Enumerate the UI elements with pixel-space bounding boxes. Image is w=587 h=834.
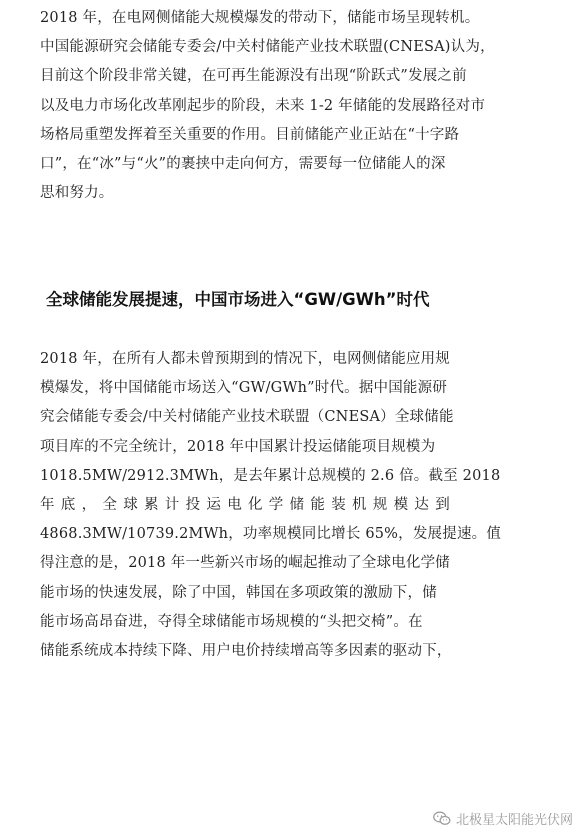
watermark xyxy=(433,809,573,828)
body-line: 1018.5MW/2912.3MWh，是去年累计总规模的 2.6 倍。截至 2018 xyxy=(40,467,501,484)
body-line: 2018 年，在所有人都未曾预期到的情况下，电网侧储能应用规 xyxy=(40,351,451,367)
body-line: 年底，全球累计投运电化学储能装机规模达到 xyxy=(40,497,456,514)
intro-line: 场格局重塑发挥着至关重要的作用。目前储能产业正站在“十字路 xyxy=(40,126,460,143)
body-line: 模爆发，将中国储能市场送入“GW/GWh”时代。据中国能源研 xyxy=(40,380,448,397)
intro-line: 以及电力市场化改革刚起步的阶段，未来 1-2 年储能的发展路径对市 xyxy=(40,97,486,114)
watermark-text: 北极星太阳能光伏网 xyxy=(455,813,573,828)
section-heading: 全球储能发展提速，中国市场进入“GW/GWh”时代 xyxy=(46,290,430,309)
body-paragraph xyxy=(40,345,548,666)
intro-line: 思和努力。 xyxy=(40,185,114,202)
intro-paragraph xyxy=(40,4,548,208)
body-line: 究会储能专委会/中关村储能产业技术联盟（CNESA）全球储能 xyxy=(40,409,454,426)
body-line: 项目库的不完全统计，2018 年中国累计投运储能项目规模为 xyxy=(40,438,436,455)
body-line: 4868.3MW/10739.2MWh，功率规模同比增长 65%，发展提速。值 xyxy=(40,526,502,543)
body-line: 能市场高昂奋进，夺得全球储能市场规模的“头把交椅”。在 xyxy=(40,613,423,630)
body-line: 得注意的是，2018 年一些新兴市场的崛起推动了全球电化学储 xyxy=(40,555,451,572)
wechat-icon xyxy=(433,811,451,826)
body-line: 储能系统成本持续下降、用户电价持续增高等多因素的驱动下， xyxy=(40,643,452,660)
intro-line: 中国能源研究会储能专委会/中关村储能产业技术联盟(CNESA)认为， xyxy=(40,39,495,56)
intro-line: 目前这个阶段非常关键，在可再生能源没有出现“阶跃式”发展之前 xyxy=(40,68,467,85)
intro-line: 2018 年，在电网侧储能大规模爆发的带动下，储能市场呈现转机。 xyxy=(40,10,480,26)
intro-line: 口”，在“冰”与“火”的裹挟中走向何方，需要每一位储能人的深 xyxy=(40,156,446,173)
body-line: 能市场的快速发展，除了中国，韩国在多项政策的激励下，储 xyxy=(40,584,437,601)
